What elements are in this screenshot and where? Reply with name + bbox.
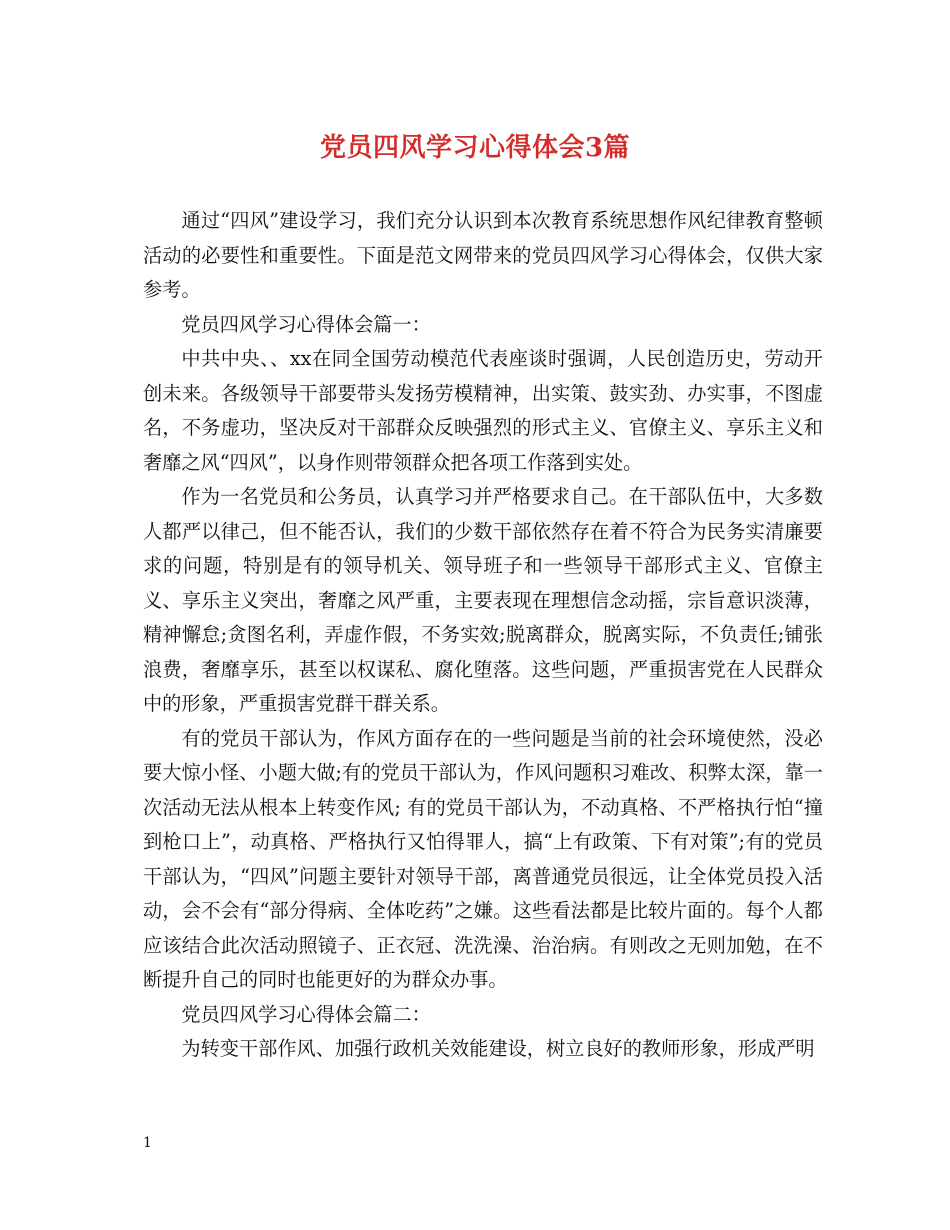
page-number: 1	[143, 1135, 152, 1151]
paragraph: 作为一名党员和公务员，认真学习并严格要求自己。在干部队伍中，大多数人都严以律己，但不能否认，我们的少数干部依然存在着不符合为民务实清廉要求的问题，特别是有的领导机关、领导班子和一些领导干部形式主义、官僚主义、享乐主义突出，奢靡之风严重，主要表现在理想信念动摇，宗旨意识淡薄，精神懈怠;贪图名利，弄虚作假，不务实效;脱离群众，脱离实际，不负责任;铺张浪费，奢靡享乐，甚至以权谋私、腐化堕落。这些问题，严重损害党在人民群众中的形象，严重损害党群干群关系。	[143, 485, 823, 715]
paragraph: 为转变干部作风、加强行政机关效能建设，树立良好的教师形象，形成严明	[181, 1037, 815, 1060]
document-body	[143, 204, 823, 1067]
paragraph: 有的党员干部认为，作风方面存在的一些问题是当前的社会环境使然，没必要大惊小怪、小题大做;有的党员干部认为，作风问题积习难改、积弊太深，靠一次活动无法从根本上转变作风; 有的党员干部认为，不动真格、不严格执行怕“撞到枪口上”，动真格、严格执行又怕得罪人，搞“上有政策、下有对策”;有的党员干部认为，“四风”问题主要针对领导干部，离普通党员很远，让全体党员投入活动，会不会有“部分得病、全体吃药”之嫌。这些看法都是比较片面的。每个人都应该结合此次活动照镜子、正衣冠、洗洗澡、治治病。有则改之无则加勉，在不断提升自己的同时也能更好的为群众办事。	[143, 726, 823, 991]
paragraph: 中共中央、、xx在同全国劳动模范代表座谈时强调，人民创造历史，劳动开创未来。各级领导干部要带头发扬劳模精神，出实策、鼓实劲、办实事，不图虚名，不务虚功，坚决反对干部群众反映强烈的形式主义、官僚主义、享乐主义和奢靡之风“四风”，以身作则带领群众把各项工作落到实处。	[143, 347, 823, 474]
section-heading-2: 党员四风学习心得体会篇二：	[181, 1002, 431, 1026]
document-title: 党员四风学习心得体会3篇	[319, 133, 631, 163]
section-heading-1: 党员四风学习心得体会篇一：	[181, 312, 431, 336]
paragraph-intro: 通过“四风”建设学习，我们充分认识到本次教育系统思想作风纪律教育整顿活动的必要性和重要性。下面是范文网带来的党员四风学习心得体会，仅供大家参考。	[143, 209, 823, 301]
